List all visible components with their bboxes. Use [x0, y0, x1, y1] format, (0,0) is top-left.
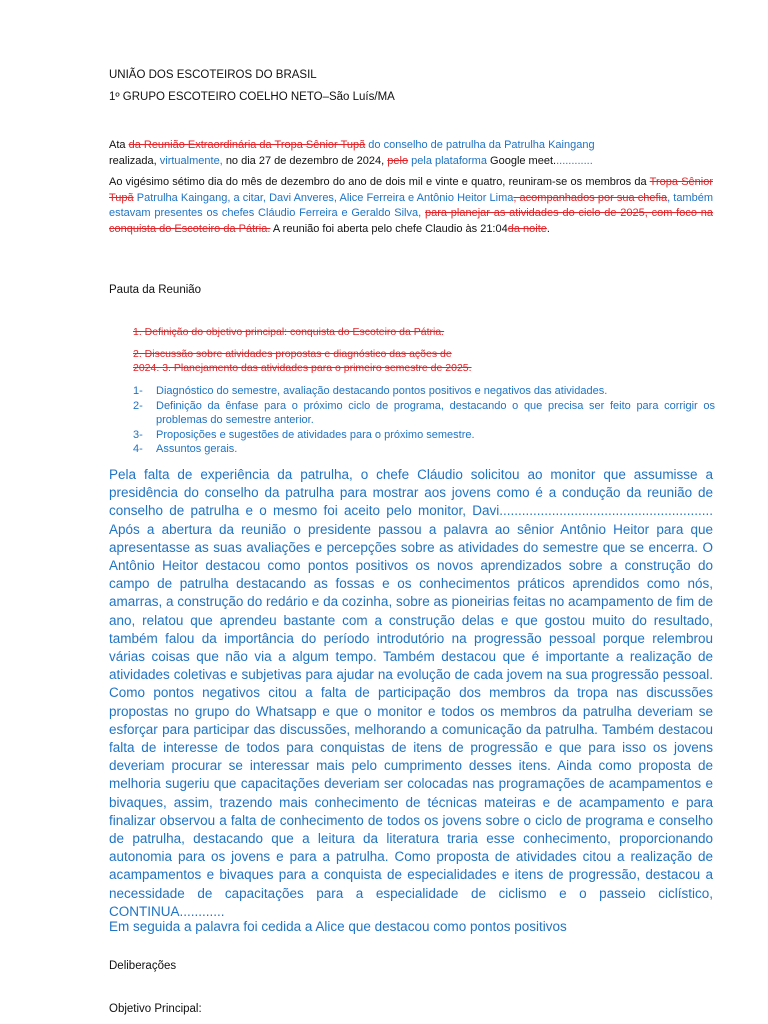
- inserted-text: , também estavam presentes os chefes Cláudio Ferreira e Geraldo Silva,: [109, 191, 713, 219]
- main-paragraph: Pela falta de experiência da patrulha, o chefe Cláudio solicitou ao monitor que assumisse a presidência do conselho da patrulha para mostrar aos jovens como é a condução da reunião de conselho de patrulha e o mesmo foi aceito pelo monitor, Davi......................................................... Após a abertura da reunião o presidente passou a palavra ao sênior Antônio Heitor para que apresentasse as suas avaliações e percepções sobre as atividades do semestre que se encerra. O Antônio Heitor destacou como pontos positivos os novos aprendizados sobre a construção do campo de patrulha destacando as fossas e os conhecimentos práticos aprendidos como nós, amarras, a construção do redário e da cozinha, sobre as pioneirias feitas no acampamento de fim de ano, relatou que aprendeu bastante com a construção delas e que gostou muito do resultado, também falou da importância do período introdutório na progressão pessoal porque relembrou várias coisas que não via a algum tempo. Também destacou que é importante a realização de atividades coletivas e subjetivas para ajudar na evolução de cada jovem na sua progressão pessoal. Como pontos negativos citou a falta de participação dos membros da tropa nas discussões propostas no grupo do Whatsapp e que o monitor e todos os membros da patrulha deveriam se esforçar para participar das discussões, melhorando a comunicação da patrulha. Também destacou falta de interesse de todos para conquistas de itens de progressão e que para isso os jovens deveriam procurar se interessar mais pelo cumprimento desses itens. Ainda como proposta de melhoria sugeriu que capacitações deveriam ser colocadas nas programações de acampamentos e bivaques, assim, trazendo mais conhecimento de técnicas mateiras e de acampamento e para finalizar observou a falta de conhecimento de todos os jovens sobre o ciclo de programa e conselho de patrulha, destacando que a leitura da literatura traria esse conhecimento, proporcionando autonomia para os jovens e para a patrulha. Como proposta de atividades citou a realização de acampamentos e bivaques para a conquista de especialidades e itens de progressão, destacou a necessidade de capacitações para a especialidade de ciclismo e o passeio ciclístico, CONTINUA............: [109, 467, 713, 919]
- deliberations-heading: Deliberações: [109, 960, 177, 972]
- agenda-item-text: Diagnóstico do semestre, avaliação destacando pontos positivos e negativos das atividades.: [156, 385, 608, 397]
- inserted-text: virtualmente,: [159, 154, 223, 167]
- ata-intro: [109, 138, 713, 169]
- agenda-title: Pauta da Reunião: [109, 284, 202, 296]
- inserted-text: pela plataforma: [411, 154, 487, 167]
- ata-text: no dia 27 de dezembro de 2024,: [225, 154, 385, 167]
- agenda-item: [133, 428, 715, 443]
- ata-text: realizada,: [109, 154, 157, 167]
- agenda-item: [133, 384, 715, 399]
- opening-paragraph: [109, 175, 713, 237]
- group-name: 1º GRUPO ESCOTEIRO COELHO NETO–São Luís/MA: [109, 91, 395, 103]
- paragraph-text: .: [546, 222, 550, 235]
- inserted-dots: ............: [556, 154, 593, 167]
- deleted-text: pelo: [387, 154, 409, 167]
- deleted-text: da noite: [507, 222, 547, 235]
- agenda-item: [133, 442, 715, 457]
- main-objective-heading: Objetivo Principal:: [109, 1003, 202, 1015]
- agenda-item-number: 2-: [133, 399, 143, 412]
- agenda-item-number: 1-: [133, 385, 143, 397]
- agenda-list: [133, 384, 715, 457]
- ata-text: Google meet.: [490, 154, 557, 167]
- ata-word: Ata: [109, 139, 126, 151]
- paragraph-text: A reunião foi aberta pelo chefe Claudio às 21:04: [272, 222, 508, 235]
- paragraph-text: Ao vigésimo sétimo dia do mês de dezembro do ano de dois mil e vinte e quatro, reuniram-se os membros da: [109, 176, 647, 188]
- agenda-item: [133, 399, 715, 428]
- struck-agenda-item: 2. Discussão sobre atividades propostas e diagnóstico das ações de: [133, 348, 452, 360]
- agenda-item-number: 4-: [133, 443, 143, 455]
- alice-line: Em seguida a palavra foi cedida a Alice que destacou como pontos positivos: [109, 919, 567, 934]
- org-name: UNIÃO DOS ESCOTEIROS DO BRASIL: [109, 69, 317, 81]
- struck-agenda-item: 1. Definição do objetivo principal: conquista do Escoteiro da Pátria.: [133, 326, 445, 338]
- deleted-text: Tropa Sênior Tupã: [109, 176, 713, 204]
- inserted-text: Patrulha Kaingang, a citar, Davi Anveres, Alice Ferreira e Antônio Heitor Lima: [136, 191, 514, 204]
- agenda-item-text: Assuntos gerais.: [156, 443, 238, 455]
- inserted-text: do conselho de patrulha da Patrulha Kaingang: [368, 139, 595, 151]
- agenda-item-text: Proposições e sugestões de atividades para o próximo semestre.: [156, 428, 475, 441]
- agenda-item-text: Definição da ênfase para o próximo ciclo de programa, destacando o que precisa ser feito para corrigir os problemas do semestre anterior.: [156, 399, 715, 426]
- deleted-text: para planejar as atividades do ciclo de 2025, com foco na conquista do Escoteiro da Pátria.: [109, 207, 713, 235]
- agenda-item-number: 3-: [133, 428, 143, 441]
- deleted-text: , acompanhados por sua chefia: [513, 191, 668, 204]
- deleted-text: da Reunião Extraordinária da Tropa Sênior Tupã: [128, 139, 366, 151]
- struck-agenda-item: 2024. 3. Planejamento das atividades para o primeiro semestre de 2025.: [133, 362, 472, 374]
